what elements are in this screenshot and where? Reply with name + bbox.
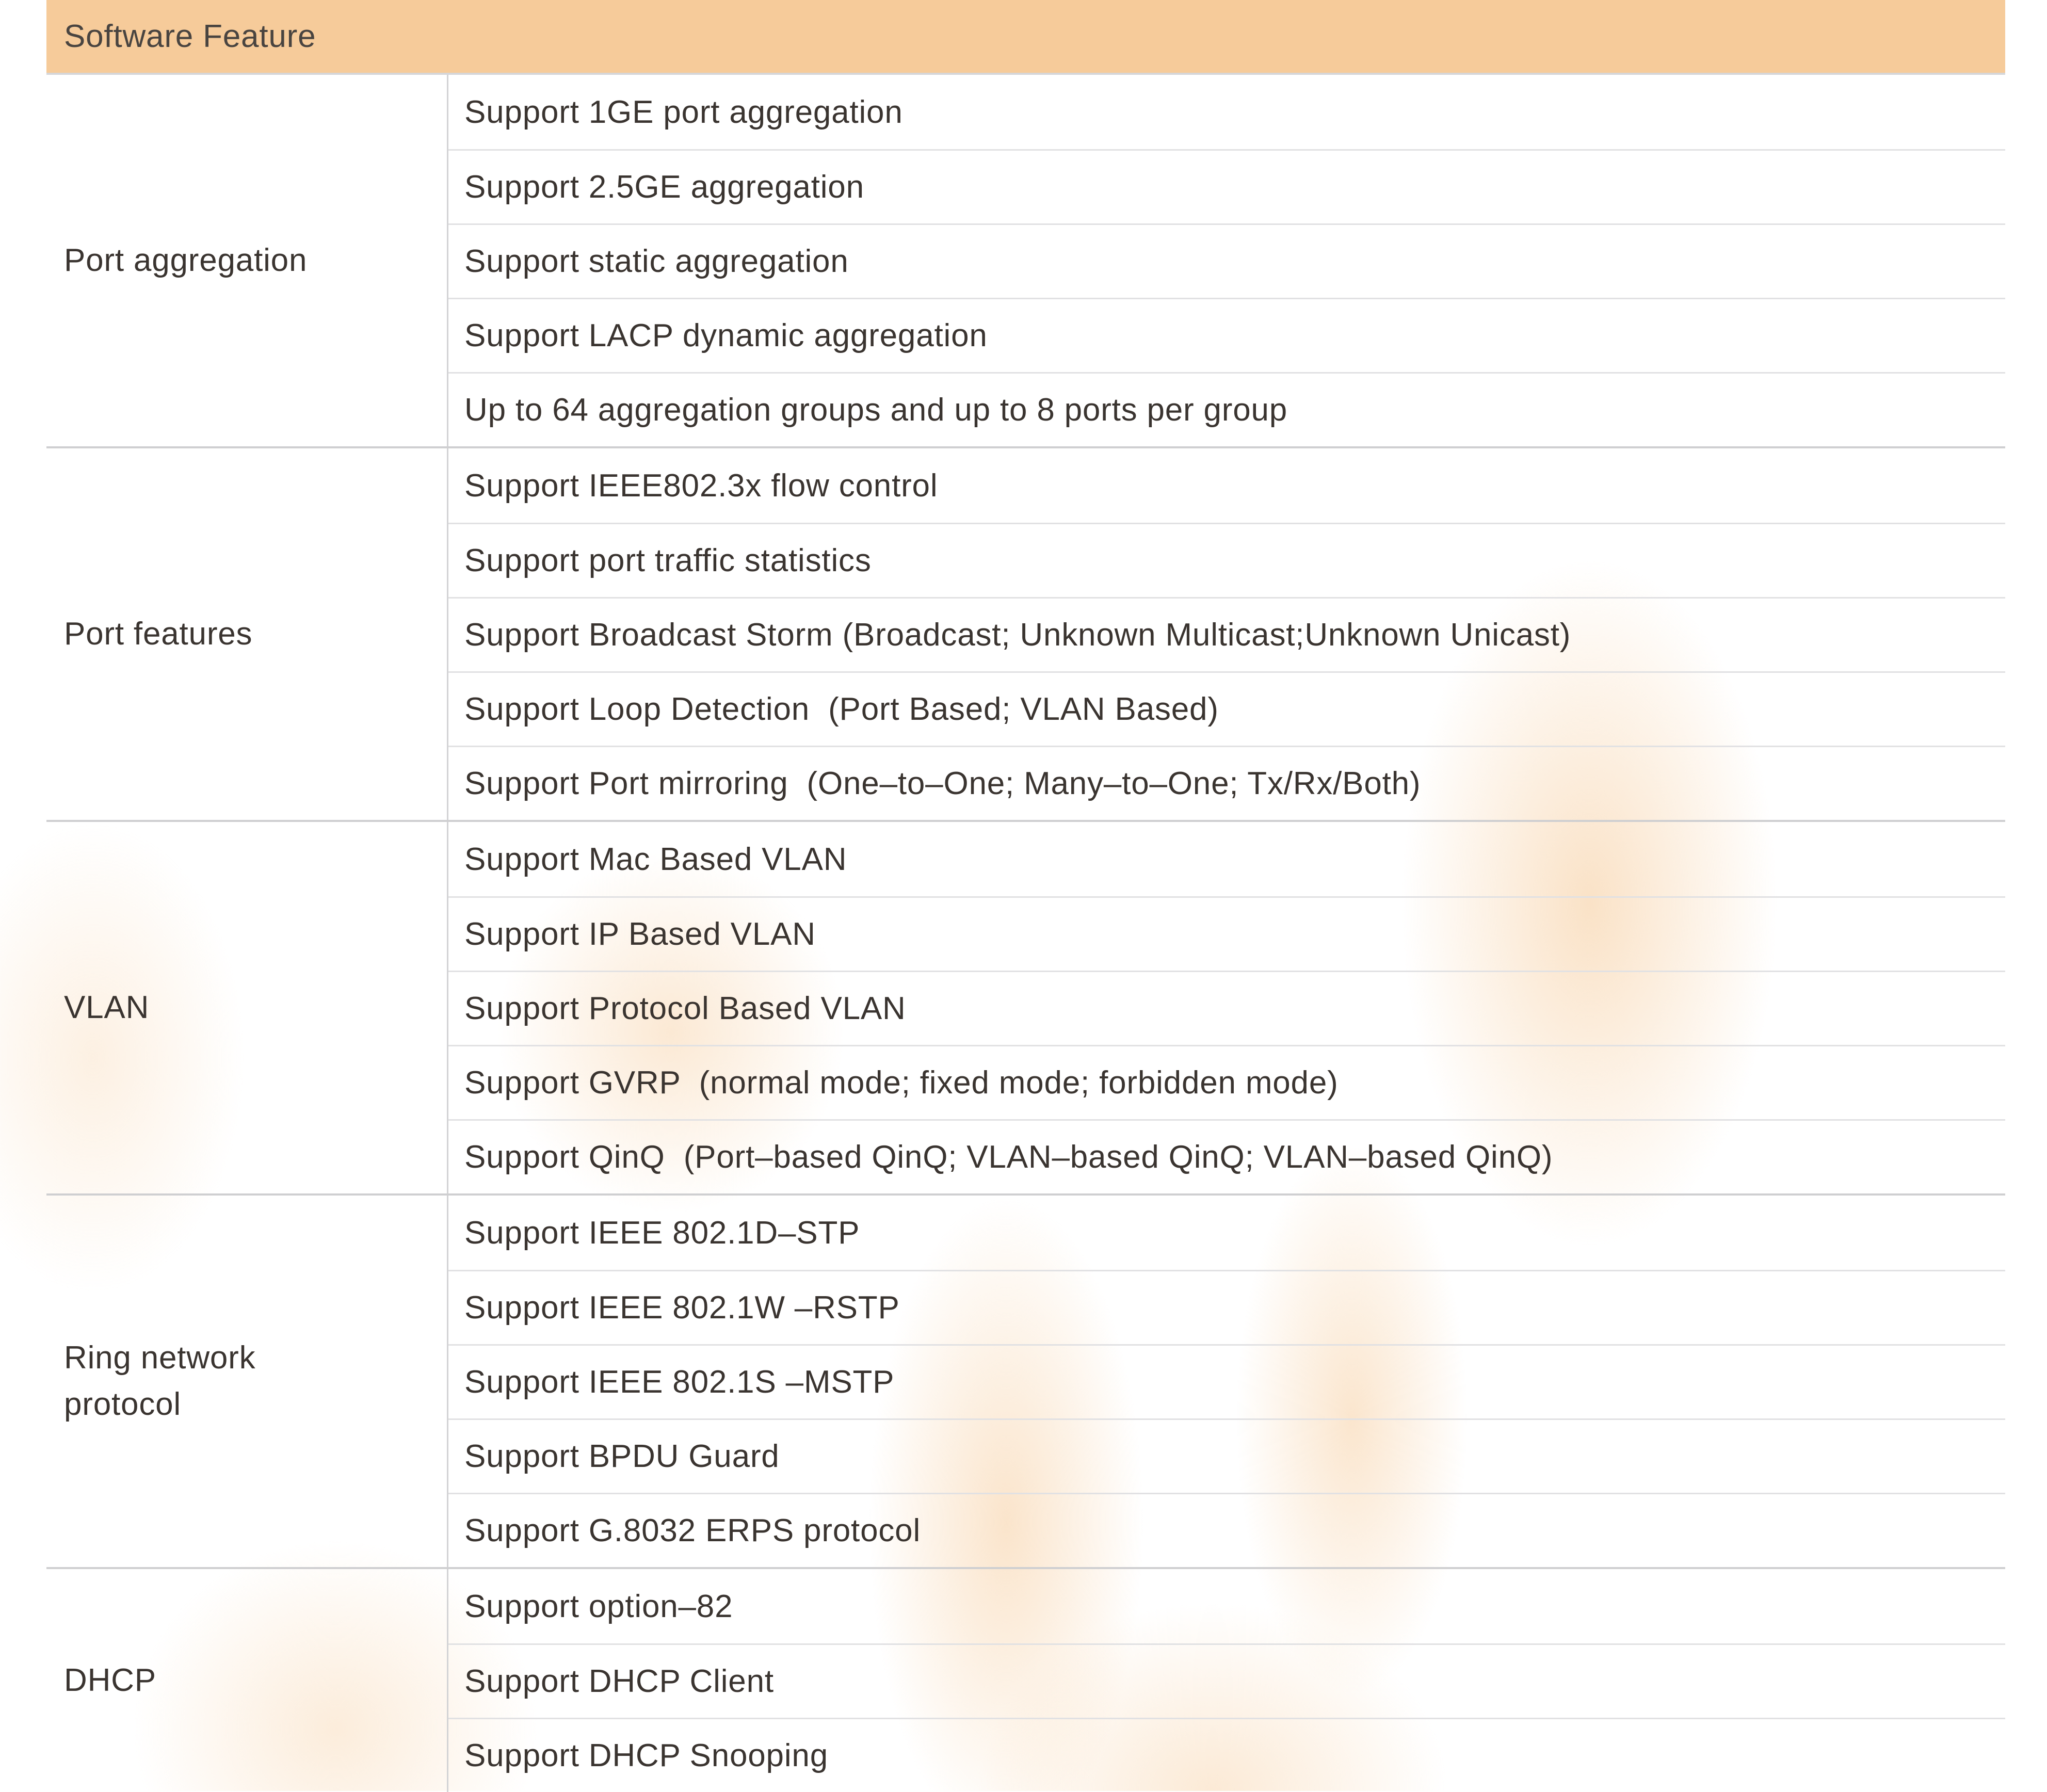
feature-text: Support Port mirroring (One–to–One; Many–to–One; Tx/Rx/Both) — [464, 766, 1421, 801]
section-ring-network-protocol — [46, 1196, 2005, 1569]
feature-row — [448, 372, 2005, 446]
category-cell — [46, 75, 448, 446]
feature-row — [448, 1270, 2005, 1344]
section-port-aggregation — [46, 75, 2005, 448]
section-vlan — [46, 822, 2005, 1196]
category-label: Port aggregation — [64, 243, 308, 279]
feature-text: Support LACP dynamic aggregation — [464, 318, 988, 353]
feature-text: Up to 64 aggregation groups and up to 8 ports per group — [464, 392, 1288, 428]
feature-rows — [448, 1569, 2005, 1792]
feature-row — [448, 1569, 2005, 1643]
feature-row — [448, 1493, 2005, 1567]
feature-row — [448, 1196, 2005, 1270]
feature-text: Support DHCP Client — [464, 1664, 774, 1699]
feature-rows — [448, 448, 2005, 820]
feature-rows — [448, 75, 2005, 446]
feature-row — [448, 1119, 2005, 1193]
feature-text: Support BPDU Guard — [464, 1439, 780, 1474]
table-header — [46, 0, 2005, 75]
feature-row — [448, 223, 2005, 298]
feature-text: Support IEEE 802.1W –RSTP — [464, 1290, 900, 1326]
section-port-features — [46, 448, 2005, 822]
feature-text: Support Protocol Based VLAN — [464, 991, 906, 1026]
feature-row — [448, 896, 2005, 971]
feature-row — [448, 1344, 2005, 1418]
category-label: Port features — [64, 616, 253, 652]
feature-text: Support 2.5GE aggregation — [464, 169, 864, 205]
feature-row — [448, 1418, 2005, 1493]
feature-row — [448, 1045, 2005, 1119]
feature-row — [448, 1643, 2005, 1718]
category-cell — [46, 822, 448, 1193]
feature-text: Support IP Based VLAN — [464, 916, 816, 952]
feature-text: Support DHCP Snooping — [464, 1738, 828, 1773]
feature-text: Support GVRP (normal mode; fixed mode; forbidden mode) — [464, 1065, 1339, 1101]
feature-text: Support IEEE 802.1D–STP — [464, 1215, 860, 1251]
feature-text: Support Broadcast Storm (Broadcast; Unknown Multicast;Unknown Unicast) — [464, 617, 1571, 653]
feature-row — [448, 971, 2005, 1045]
table-header-title: Software Feature — [64, 19, 316, 54]
feature-text: Support Loop Detection (Port Based; VLAN Based) — [464, 691, 1219, 727]
category-label: DHCP — [64, 1662, 156, 1699]
section-dhcp — [46, 1569, 2005, 1792]
feature-row — [448, 149, 2005, 223]
feature-text: Support QinQ (Port–based QinQ; VLAN–based QinQ; VLAN–based QinQ) — [464, 1139, 1553, 1175]
feature-row — [448, 822, 2005, 896]
feature-row — [448, 298, 2005, 372]
feature-row — [448, 597, 2005, 671]
category-label: Ring network protocol — [64, 1340, 256, 1422]
feature-text: Support static aggregation — [464, 244, 849, 279]
feature-text: Support option–82 — [464, 1588, 733, 1624]
feature-text: Support G.8032 ERPS protocol — [464, 1513, 921, 1548]
feature-row — [448, 746, 2005, 820]
feature-row — [448, 75, 2005, 149]
feature-text: Support IEEE802.3x flow control — [464, 467, 938, 504]
feature-text: Support port traffic statistics — [464, 543, 872, 578]
feature-row — [448, 448, 2005, 523]
feature-text: Support IEEE 802.1S –MSTP — [464, 1364, 895, 1400]
feature-row — [448, 1718, 2005, 1792]
feature-rows — [448, 822, 2005, 1193]
feature-row — [448, 671, 2005, 746]
category-cell — [46, 1569, 448, 1792]
category-cell — [46, 1196, 448, 1567]
category-label: VLAN — [64, 990, 150, 1026]
feature-text: Support 1GE port aggregation — [464, 94, 903, 130]
feature-text: Support Mac Based VLAN — [464, 841, 847, 877]
feature-row — [448, 523, 2005, 597]
software-feature-table — [46, 0, 2005, 1792]
feature-rows — [448, 1196, 2005, 1567]
category-cell — [46, 448, 448, 820]
